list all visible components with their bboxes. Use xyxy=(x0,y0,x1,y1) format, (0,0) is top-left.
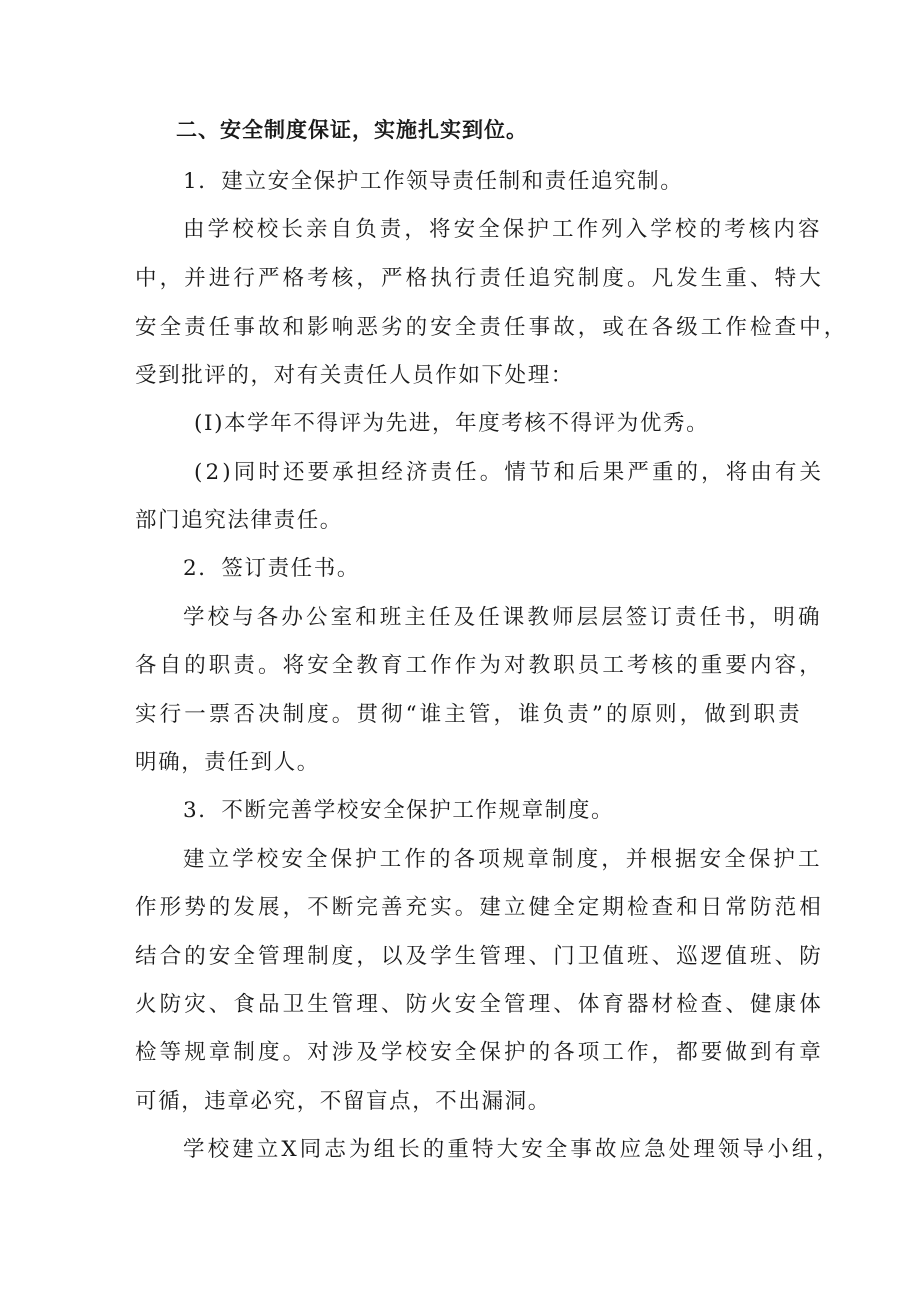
item3-paragraph-line: 火防灾、食品卫生管理、防火安全管理、体育器材检查、健康体 xyxy=(135,992,824,1017)
item3-paragraph-line: 可循，违章必究，不留盲点，不出漏洞。 xyxy=(135,1089,551,1114)
item1-sub2-line: (2)同时还要承担经济责任。情节和后果严重的，将由有关 xyxy=(194,460,825,485)
item1-paragraph-line: 由学校校长亲自负责，将安全保护工作列入学校的考核内容 xyxy=(183,217,823,242)
item3-paragraph-line: 结合的安全管理制度，以及学生管理、门卫值班、巡逻值班、防 xyxy=(135,944,824,969)
item1-title: 1．建立安全保护工作领导责任制和责任追究制。 xyxy=(183,169,684,194)
item1-paragraph-line: 中，并进行严格考核，严格执行责任追究制度。凡发生重、特大 xyxy=(135,266,824,291)
item3-paragraph-line: 检等规章制度。对涉及学校安全保护的各项工作，都要做到有章 xyxy=(135,1040,824,1065)
item2-paragraph-line: 学校与各办公室和班主任及任课教师层层签订责任书，明确 xyxy=(183,605,823,630)
item3-paragraph-line: 建立学校安全保护工作的各项规章制度，并根据安全保护工 xyxy=(183,847,823,872)
item2-title: 2．签订责任书。 xyxy=(183,556,360,581)
item1-paragraph-line: 安全责任事故和影响恶劣的安全责任事故，或在各级工作检查中， xyxy=(135,315,849,340)
item1-paragraph-line: 受到批评的，对有关责任人员作如下处理： xyxy=(135,363,574,388)
item2-paragraph-line: 明确，责任到人。 xyxy=(135,750,320,775)
closing-paragraph-line: 学校建立X同志为组长的重特大安全事故应急处理领导小组， xyxy=(183,1137,842,1162)
item2-paragraph-line: 各自的职责。将安全教育工作作为对教职员工考核的重要内容， xyxy=(135,653,824,678)
section-heading: 二、安全制度保证，实施扎实到位。 xyxy=(176,118,528,142)
item1-sub2-line: 部门追究法律责任。 xyxy=(135,508,343,533)
item3-title: 3．不断完善学校安全保护工作规章制度。 xyxy=(183,798,615,823)
item1-sub1: (I)本学年不得评为先进，年度考核不得评为优秀。 xyxy=(194,411,710,436)
item2-paragraph-line: 实行一票否决制度。贯彻“谁主管，谁负责”的原则，做到职责 xyxy=(135,702,803,727)
item3-paragraph-line: 作形势的发展，不断完善充实。建立健全定期检查和日常防范相 xyxy=(135,895,824,920)
